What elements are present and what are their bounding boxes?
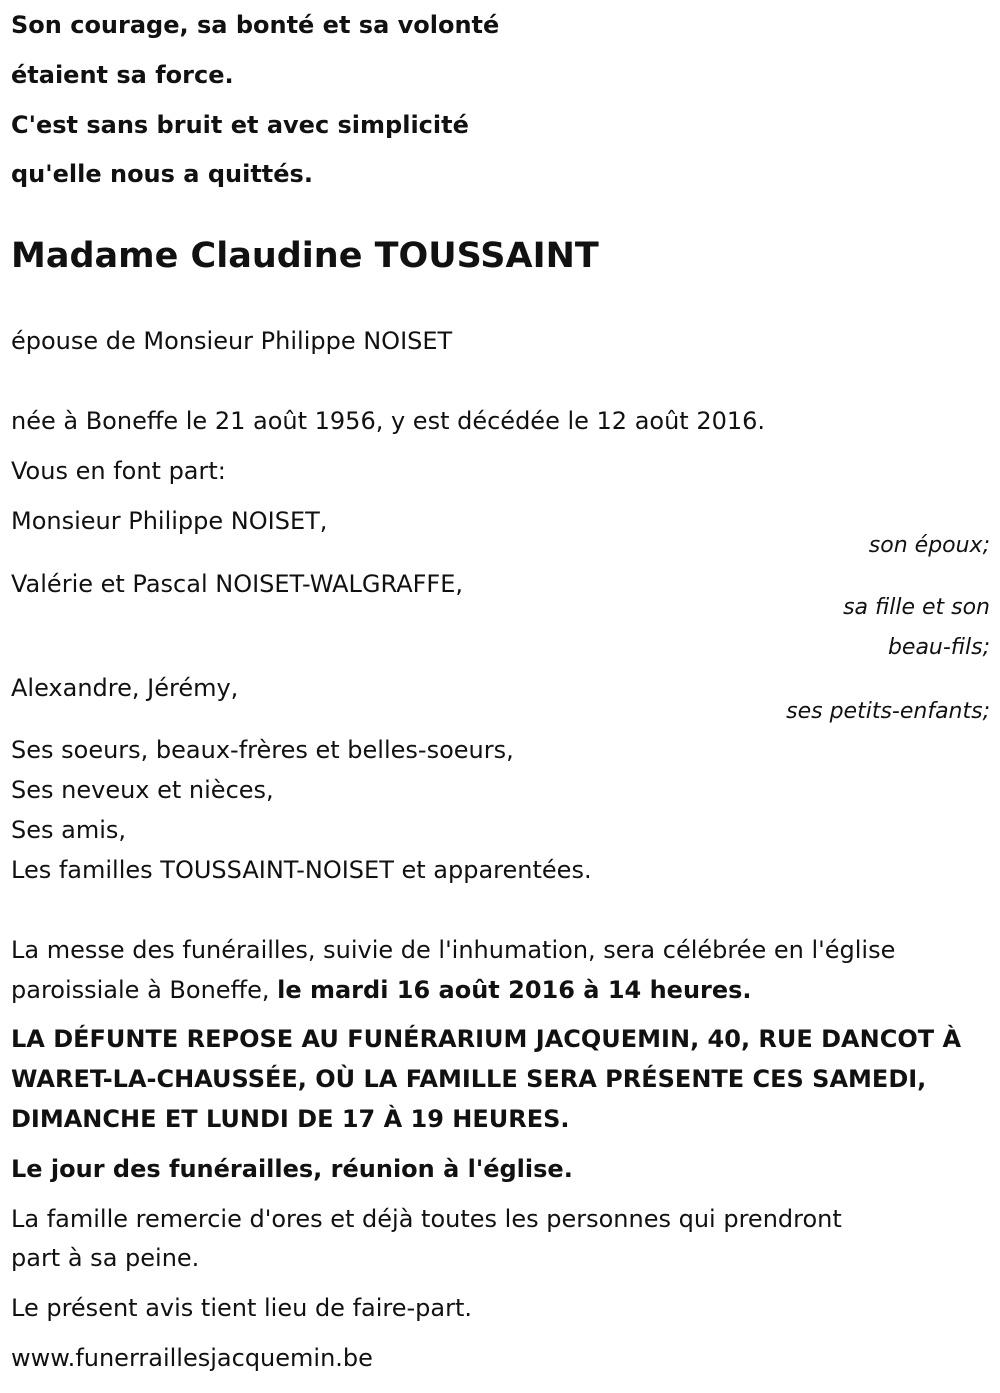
deceased-name: Madame Claudine TOUSSAINT xyxy=(11,236,599,276)
spouse-line: épouse de Monsieur Philippe NOISET xyxy=(11,327,453,355)
others-line: Les familles TOUSSAINT-NOISET et apparentées. xyxy=(11,856,592,884)
family-member-name: Alexandre, Jérémy, xyxy=(11,674,239,702)
thanks-line: part à sa peine. xyxy=(11,1244,200,1272)
funeral-line xyxy=(11,975,752,1005)
family-relation: ses petits-enfants; xyxy=(786,699,990,724)
epitaph-line: étaient sa force. xyxy=(11,61,234,89)
family-relation: son époux; xyxy=(868,533,990,558)
birth-death-line: née à Boneffe le 21 août 1956, y est décédée le 12 août 2016. xyxy=(11,407,766,435)
thanks-line: La famille remercie d'ores et déjà toutes les personnes qui prendront xyxy=(11,1205,842,1233)
notice-line: Le présent avis tient lieu de faire-part. xyxy=(11,1294,473,1322)
repose-line: DIMANCHE ET LUNDI DE 17 À 19 HEURES. xyxy=(11,1105,570,1133)
funeral-line: La messe des funérailles, suivie de l'inhumation, sera célébrée en l'église xyxy=(11,936,896,964)
others-line: Ses soeurs, beaux-frères et belles-soeurs, xyxy=(11,736,514,764)
announce-intro: Vous en font part: xyxy=(11,457,226,485)
others-line: Ses amis, xyxy=(11,816,127,844)
family-member-name: Valérie et Pascal NOISET-WALGRAFFE, xyxy=(11,570,464,598)
family-member-name: Monsieur Philippe NOISET, xyxy=(11,507,328,535)
meeting-line: Le jour des funérailles, réunion à l'église. xyxy=(11,1155,573,1183)
epitaph-line: qu'elle nous a quittés. xyxy=(11,160,313,188)
repose-line: LA DÉFUNTE REPOSE AU FUNÉRARIUM JACQUEMIN, 40, RUE DANCOT À xyxy=(11,1025,962,1053)
family-relation: sa fille et son xyxy=(843,595,990,620)
funeral-date: le mardi 16 août 2016 à 14 heures. xyxy=(277,976,752,1004)
repose-line: WARET-LA-CHAUSSÉE, OÙ LA FAMILLE SERA PRÉSENTE CES SAMEDI, xyxy=(11,1065,927,1093)
website-link[interactable]: www.funerraillesjacquemin.be xyxy=(11,1344,373,1372)
others-line: Ses neveux et nièces, xyxy=(11,776,274,804)
family-relation: beau-fils; xyxy=(887,635,990,660)
funeral-place: paroissiale à Boneffe, xyxy=(11,976,278,1004)
epitaph-line: C'est sans bruit et avec simplicité xyxy=(11,111,469,139)
epitaph-line: Son courage, sa bonté et sa volonté xyxy=(11,11,500,39)
